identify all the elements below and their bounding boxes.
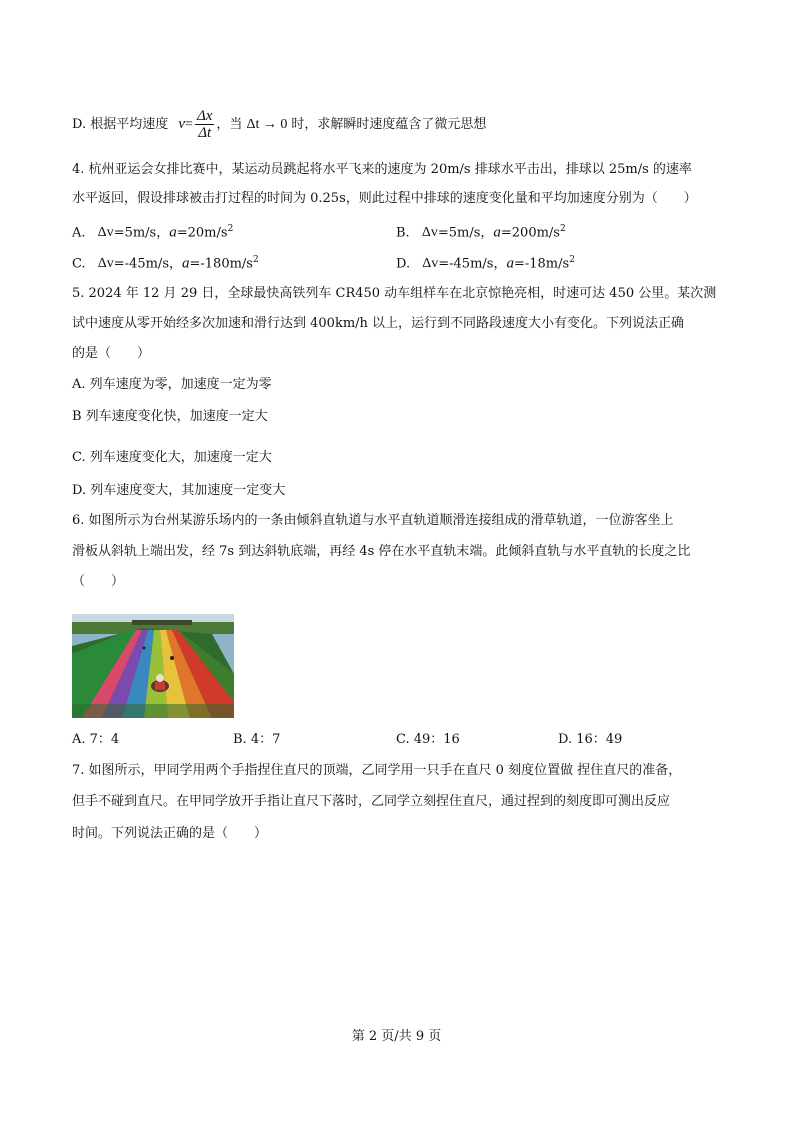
acceleration-symbol: a — [493, 224, 501, 241]
q3-fraction — [195, 108, 214, 141]
q5-option-b: B 列车速度变化快，加速度一定大 — [72, 409, 268, 424]
option-label: C. — [72, 256, 86, 272]
exponent: 2 — [569, 255, 575, 265]
q3-option-d — [72, 104, 486, 144]
q4-option-c — [72, 251, 259, 273]
q4-option-a — [72, 220, 233, 242]
q3-equals: = — [185, 117, 193, 132]
q5-option-d: D. 列车速度变大，其加速度一定变大 — [72, 483, 286, 498]
acceleration-symbol: a — [169, 224, 177, 241]
option-value: =20m/s — [176, 225, 228, 241]
option-label: B. — [396, 225, 410, 241]
option-text: =5m/s， — [113, 225, 170, 241]
q6-stem-line-2: 滑板从斜轨上端出发，经 7s 到达斜轨底端，再经 4s 停在水平直轨末端。此倾斜直轨与水平直轨的长度之比 — [72, 544, 691, 559]
q7-stem-line-1: 7. 如图所示，甲同学用两个手指捏住直尺的顶端，乙同学用一只手在直尺 0 刻度位置做 捏住直尺的准备， — [72, 763, 682, 778]
delta-v-symbol: Δv — [421, 225, 438, 241]
grass-slide-photo — [72, 614, 234, 718]
delta-v-symbol: Δv — [97, 225, 114, 241]
q6-option-d: D. 16：49 — [558, 732, 623, 747]
exponent: 2 — [559, 224, 566, 234]
q6-stem-line-3: （ ） — [72, 574, 125, 589]
option-label: D. — [396, 256, 411, 272]
q4-option-d — [396, 251, 575, 273]
acceleration-symbol: a — [506, 255, 514, 272]
option-text: =5m/s， — [437, 225, 494, 241]
q3-d-prefix: D. 根据平均速度 — [72, 117, 169, 132]
q4-stem-line-1: 4. 杭州亚运会女排比赛中，某运动员跳起将水平飞来的速度为 20m/s 排球水平击出，排球以 25m/s 的速率 — [72, 162, 692, 177]
q3-velocity-symbol: v — [178, 116, 186, 132]
q6-option-c: C. 49：16 — [396, 732, 460, 747]
option-text: =-45m/s， — [438, 256, 507, 272]
q3-d-suffix: 时，求解瞬时速度蕴含了微元思想 — [291, 117, 487, 132]
q7-stem-line-3: 时间。下列说法正确的是（ ） — [72, 826, 268, 841]
option-label: A. — [72, 225, 86, 241]
q3-condition-prefix: ，当 — [216, 117, 243, 132]
q6-option-b: B. 4：7 — [233, 732, 281, 747]
option-text: =-45m/s， — [113, 256, 182, 272]
acceleration-symbol: a — [182, 255, 190, 272]
q5-stem-line-1: 5. 2024 年 12 月 29 日，全球最快高铁列车 CR450 动车组样车在北京惊艳亮相，时速可达 450 公里。某次测 — [72, 286, 717, 301]
q5-option-c: C. 列车速度变化大，加速度一定大 — [72, 450, 272, 465]
q5-stem-line-3: 的是（ ） — [72, 346, 151, 361]
option-value: =-18m/s — [513, 256, 570, 272]
q3-condition-math: Δt → 0 — [246, 117, 288, 132]
q5-option-a: A. 列车速度为零，加速度一定为零 — [72, 377, 272, 392]
option-value: =-180m/s — [189, 256, 253, 272]
q5-stem-line-2: 试中速度从零开始经多次加速和滑行达到 400km/h 以上，运行到不同路段速度大小有变化。下列说法正确 — [72, 316, 685, 331]
q6-option-a: A. 7：4 — [72, 732, 120, 747]
q3-fraction-denominator: Δt — [198, 125, 212, 141]
exponent: 2 — [227, 224, 234, 234]
q4-option-b — [396, 220, 566, 242]
q4-stem-line-2: 水平返回，假设排球被击打过程的时间为 0.25s，则此过程中排球的速度变化量和平均加速度分别为（ ） — [72, 191, 697, 206]
q3-fraction-numerator: Δx — [196, 108, 213, 124]
q7-stem-line-2: 但手不碰到直尺。在甲同学放开手指让直尺下落时，乙同学立刻捏住直尺，通过捏到的刻度即可测出反应 — [72, 794, 671, 809]
grass-slide-illustration — [72, 614, 234, 718]
delta-v-symbol: Δv — [422, 256, 439, 272]
q6-stem-line-1: 6. 如图所示为台州某游乐场内的一条由倾斜直轨道与水平直轨道顺滑连接组成的滑草轨道，一位游客坐上 — [72, 513, 674, 528]
delta-v-symbol: Δv — [97, 256, 114, 272]
page-footer: 第 2 页/共 9 页 — [351, 1029, 442, 1044]
exponent: 2 — [252, 255, 259, 265]
option-value: =200m/s — [500, 225, 560, 241]
